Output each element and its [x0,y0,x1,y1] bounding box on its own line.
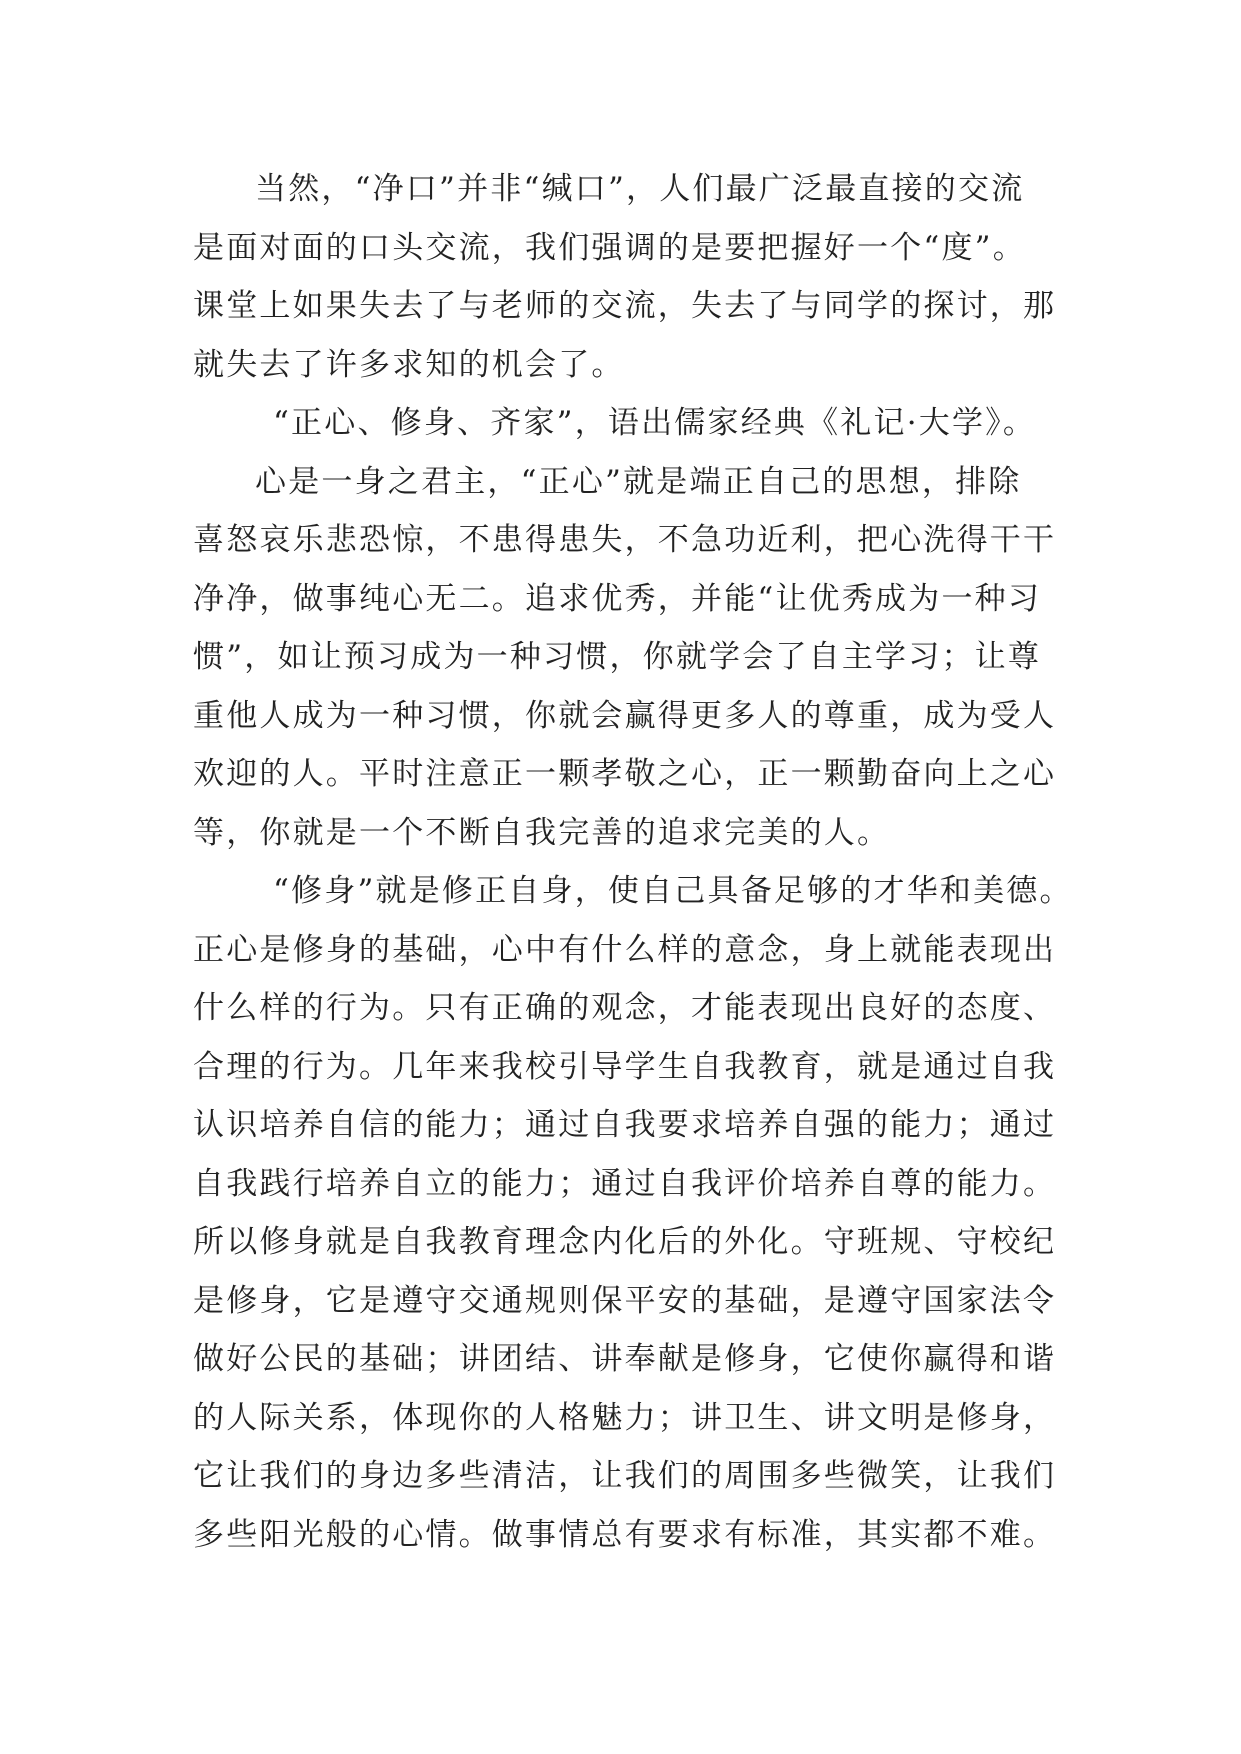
text-line: 心是一身之君主，“正心”就是端正自己的思想，排除 [255,463,1022,500]
text-line: 认识培养自信的能力；通过自我要求培养自强的能力；通过 [193,1107,1057,1143]
text-line: 重他人成为一种习惯，你就会赢得更多人的尊重，成为受人 [193,697,1057,734]
text-line: 它让我们的身边多些清洁，让我们的周围多些微笑，让我们 [193,1458,1057,1494]
text-line: 喜怒哀乐悲恐惊，不患得患失，不急功近利，把心洗得干干 [193,522,1057,558]
text-line: 所以修身就是自我教育理念内化后的外化。守班规、守校纪 [193,1224,1057,1260]
text-line: 惯”，如让预习成为一种习惯，你就学会了自主学习；让尊 [193,639,1042,675]
text-line: 什么样的行为。只有正确的观念，才能表现出良好的态度、 [193,990,1057,1026]
text-line: 就失去了许多求知的机会了。 [193,346,625,383]
body-text [193,160,1073,1564]
text-line: “正心、修身、齐家”，语出儒家经典《礼记·大学》。 [273,405,1037,441]
text-line: 合理的行为。几年来我校引导学生自我教育，就是通过自我 [193,1048,1057,1085]
text-line: 是面对面的口头交流，我们强调的是要把握好一个“度”。 [193,229,1026,266]
text-line: 净净，做事纯心无二。追求优秀，并能“让优秀成为一种习 [193,580,1042,617]
text-line: 多些阳光般的心情。做事情总有要求有标准，其实都不难。 [193,1516,1057,1553]
text-line: 课堂上如果失去了与老师的交流，失去了与同学的探讨，那 [193,288,1057,324]
text-line: “修身”就是修正自身，使自己具备足够的才华和美德。 [273,873,1073,909]
text-line: 当然，“净口”并非“缄口”，人们最广泛最直接的交流 [255,171,1025,207]
text-line: 做好公民的基础；讲团结、讲奉献是修身，它使你赢得和谐 [193,1341,1057,1377]
text-line: 正心是修身的基础，心中有什么样的意念，身上就能表现出 [193,931,1057,968]
text-line: 是修身，它是遵守交通规则保平安的基础，是遵守国家法令 [193,1282,1057,1319]
text-line: 欢迎的人。平时注意正一颗孝敬之心，正一颗勤奋向上之心 [193,756,1057,792]
text-line: 自我践行培养自立的能力；通过自我评价培养自尊的能力。 [193,1165,1057,1202]
text-line: 的人际关系，体现你的人格魅力；讲卫生、讲文明是修身， [193,1399,1057,1436]
text-line: 等，你就是一个不断自我完善的追求完美的人。 [193,814,891,851]
